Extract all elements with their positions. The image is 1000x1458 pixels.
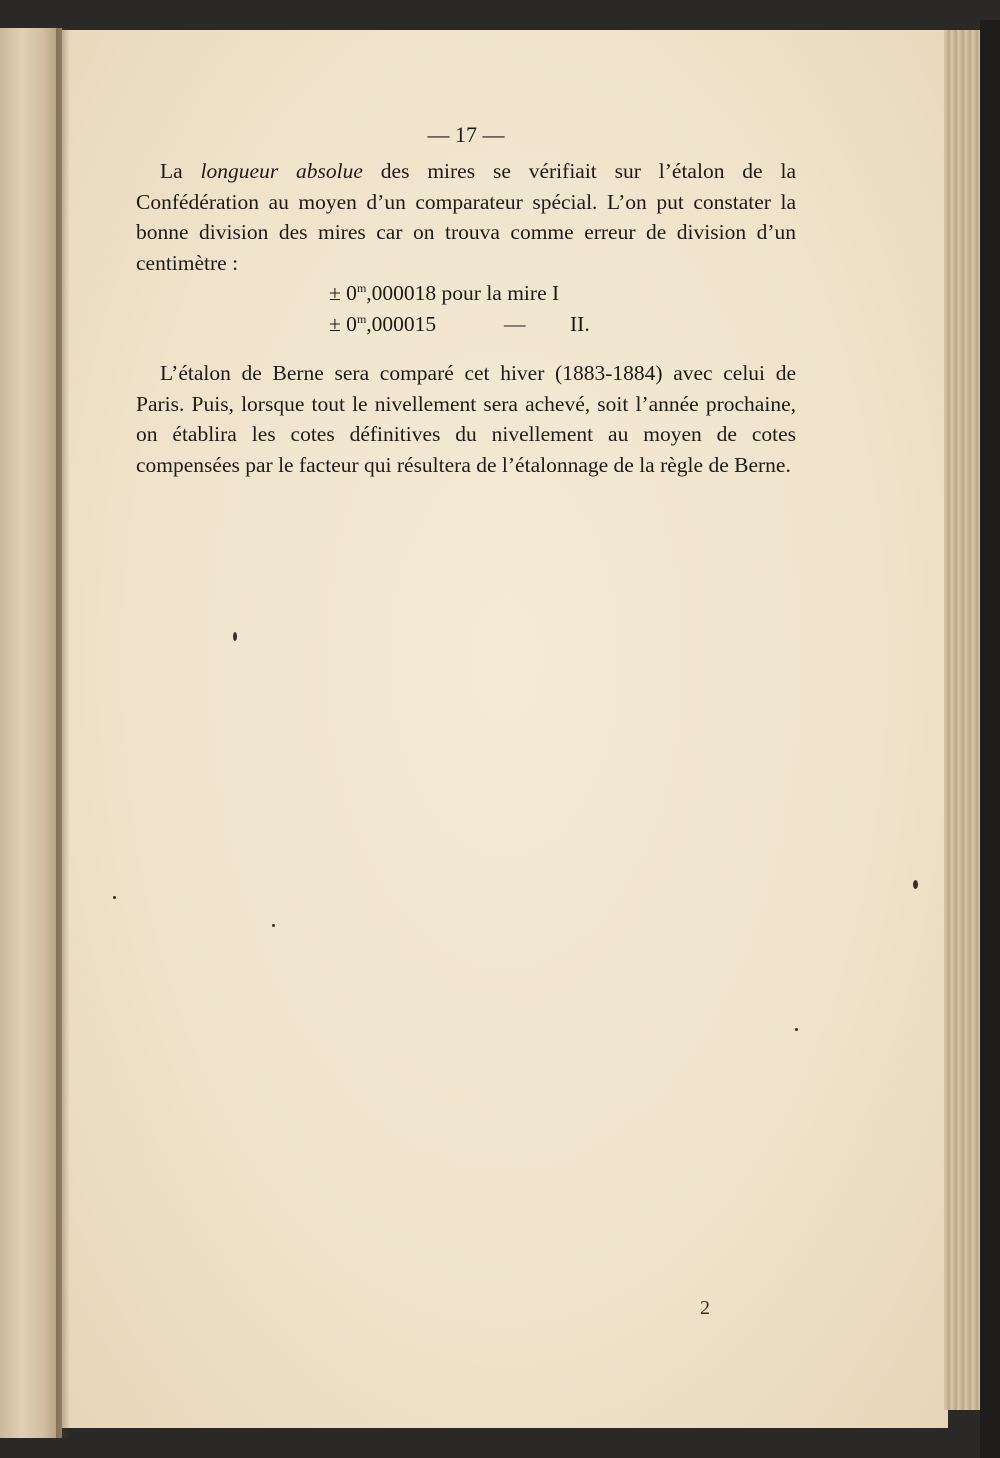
page-stack-edges <box>944 30 984 1410</box>
formula-2-unit: m <box>356 311 367 326</box>
signature-mark: 2 <box>700 1297 710 1319</box>
formula-1-unit: m <box>356 280 367 295</box>
page-number-header: — 17 — <box>427 122 505 147</box>
formula-2-value <box>329 309 436 339</box>
formula-line-1 <box>136 278 796 309</box>
ink-speck <box>233 632 237 641</box>
formula-2-prefix: ± 0 <box>329 312 357 336</box>
paragraph-2: L’étalon de Berne sera comparé cet hiver (1883-1884) avec celui de Paris. Puis, lorsque tout le nivellement sera achevé, soit l’année prochaine, on établira les cotes définitives du nivellement au moyen de cotes compensées par le facteur qui résultera de l’étalonnage de la règle de Berne. <box>136 361 796 477</box>
left-page-edge <box>0 28 62 1438</box>
formula-1-prefix: ± 0 <box>329 281 357 305</box>
formula-1-value <box>329 278 559 308</box>
ink-speck <box>913 880 918 889</box>
ditto-dash: — <box>504 312 526 336</box>
paragraph-1-lead: La <box>160 159 201 183</box>
formula-line-2 <box>136 309 796 340</box>
paragraph-1 <box>136 156 796 278</box>
formula-2-roman: II. <box>570 312 590 336</box>
ink-speck <box>113 896 116 899</box>
scan-background <box>980 20 1000 1458</box>
formula-1-label: pour la mire I <box>441 281 560 305</box>
page-text <box>136 120 796 480</box>
ink-speck <box>272 924 275 927</box>
formula-2-number: ,000015 <box>366 312 437 336</box>
formula-1-number: ,000018 <box>366 281 437 305</box>
paragraph-1-italic: longueur absolue <box>200 159 363 183</box>
gutter-shadow <box>56 28 70 1438</box>
paragraph-1-rest: des mires se vérifiait sur l’étalon de la Confédération au moyen d’un comparateur spécial. L’on put constater la bonne division des mires car on trouva comme erreur de division d’un centimètre : <box>136 159 796 275</box>
ink-speck <box>795 1028 798 1031</box>
